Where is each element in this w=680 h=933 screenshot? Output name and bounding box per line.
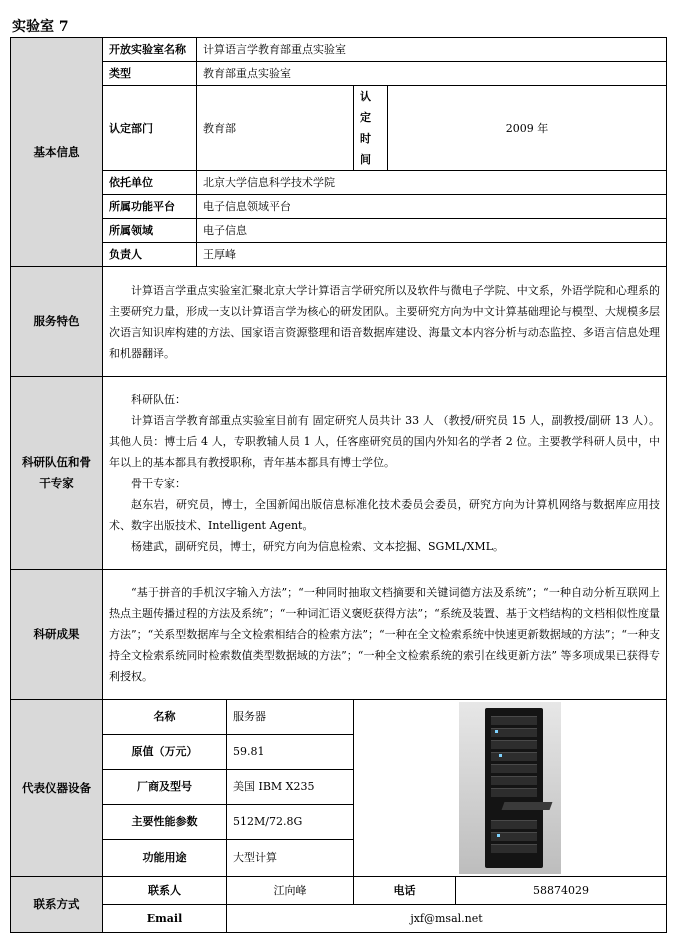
label-equip-value: 原值（万元） bbox=[103, 734, 227, 769]
value-equip-use: 大型计算 bbox=[227, 839, 354, 876]
team-heading: 科研队伍： bbox=[131, 393, 186, 406]
section-contact: 联系方式 bbox=[11, 877, 103, 933]
value-equip-model: 美国 IBM X235 bbox=[227, 769, 354, 804]
section-basic-info: 基本信息 bbox=[11, 38, 103, 267]
value-equip-params: 512M/72.8G bbox=[227, 804, 354, 839]
value-equip-value: 59.81 bbox=[227, 734, 354, 769]
value-leader: 王厚峰 bbox=[197, 243, 667, 267]
section-results: 科研成果 bbox=[11, 570, 103, 700]
label-platform: 所属功能平台 bbox=[103, 195, 197, 219]
server-rack-shape bbox=[485, 708, 543, 868]
section-service: 服务特色 bbox=[11, 267, 103, 377]
value-dept: 教育部 bbox=[197, 86, 354, 171]
section-team: 科研队伍和骨干专家 bbox=[11, 377, 103, 570]
service-text: 计算语言学重点实验室汇聚北京大学计算语言学研究所以及软件与微电子学院、中文系，外语学院和心理系的主要研究力量，形成一支以计算语言学为核心的研发团队。主要研究方向为中文计算基础理论与模型、大规模多层次语言知识库构建的方法、国家语言资源整理和语音数据库建设、海量文本内容分析与动态监控、多语言信息处理和机器翻译。 bbox=[109, 283, 660, 360]
value-field: 电子信息 bbox=[197, 219, 667, 243]
label-dept: 认定部门 bbox=[103, 86, 197, 171]
value-platform: 电子信息领域平台 bbox=[197, 195, 667, 219]
results-text: “基于拼音的手机汉字输入方法”；“一种同时抽取文档摘要和关键词德方法及系统”；“一种自动分析互联网上热点主题传播过程的方法及系统”；“一种词汇语义褒贬获得方法”；“系统及装置、基于文档结构的文档相似性度量方法”；“关系型数据库与全文检索相结合的检索方法”；“一种在全文检索系统中快速更新数据域的方法”；“一种支持全文检索系统同时检索数值类型数据域的方法”；“一种全文检索系统的索引在线更新方法” 等多项成果已获得专利授权。 bbox=[109, 586, 660, 683]
label-contact-person: 联系人 bbox=[103, 877, 227, 905]
label-equip-params: 主要性能参数 bbox=[103, 804, 227, 839]
label-field: 所属领域 bbox=[103, 219, 197, 243]
label-type: 类型 bbox=[103, 62, 197, 86]
value-date: 2009 年 bbox=[388, 86, 667, 171]
results-text-cell bbox=[103, 570, 667, 700]
label-equip-use: 功能用途 bbox=[103, 839, 227, 876]
value-host: 北京大学信息科学技术学院 bbox=[197, 171, 667, 195]
label-equip-model: 厂商及型号 bbox=[103, 769, 227, 804]
label-date: 认定时间 bbox=[354, 86, 388, 171]
value-type: 教育部重点实验室 bbox=[197, 62, 667, 86]
value-contact-person: 江向峰 bbox=[227, 877, 354, 905]
server-photo bbox=[459, 702, 561, 874]
value-email: jxf@msal.net bbox=[227, 905, 667, 933]
equipment-photo-cell bbox=[354, 700, 667, 877]
expert-2: 杨建武，副研究员，博士，研究方向为信息检索、文本挖掘、SGML/XML。 bbox=[131, 540, 504, 553]
expert-1: 赵东岩，研究员，博士，全国新闻出版信息标准化技术委员会委员，研究方向为计算机网络与数据库应用技术、数字出版技术、Intelligent Agent。 bbox=[109, 498, 660, 532]
value-phone: 58874029 bbox=[456, 877, 667, 905]
service-text-cell bbox=[103, 267, 667, 377]
label-lab-name: 开放实验室名称 bbox=[103, 38, 197, 62]
section-equipment: 代表仪器设备 bbox=[11, 700, 103, 877]
page-title: 实验室 7 bbox=[12, 19, 69, 35]
label-equip-name: 名称 bbox=[103, 700, 227, 735]
lab-info-table bbox=[10, 37, 667, 933]
team-summary: 计算语言学教育部重点实验室目前有 固定研究人员共计 33 人 （教授/研究员 15 人，副教授/副研 13 人）。其他人员：博士后 4 人，专职教辅人员 1 人，任客座研究员的国内外知名的学者 2 位。主要教学科研人员中，中年以上的基本都具有教授职称，青年基本都具有博士学位。 bbox=[109, 414, 660, 469]
label-phone: 电话 bbox=[354, 877, 456, 905]
label-email: Email bbox=[103, 905, 227, 933]
label-host: 依托单位 bbox=[103, 171, 197, 195]
value-lab-name: 计算语言学教育部重点实验室 bbox=[197, 38, 667, 62]
value-equip-name: 服务器 bbox=[227, 700, 354, 735]
label-leader: 负责人 bbox=[103, 243, 197, 267]
team-text-cell bbox=[103, 377, 667, 570]
keyboard-shelf-shape bbox=[502, 802, 553, 810]
experts-heading: 骨干专家： bbox=[131, 477, 186, 490]
